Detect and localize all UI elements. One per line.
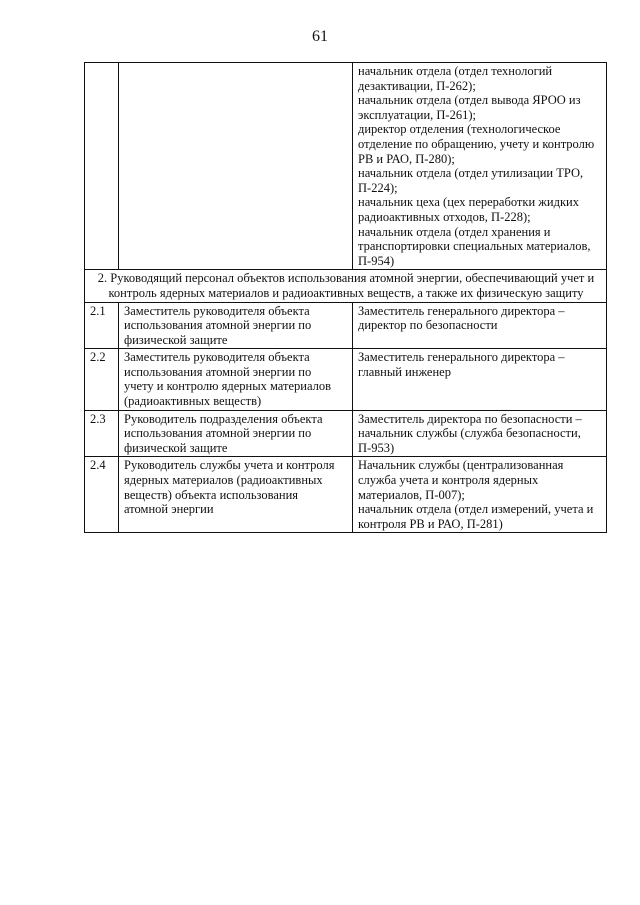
official-line: П-954)	[358, 253, 395, 268]
table-row	[85, 349, 607, 410]
position-line: Заместитель руководителя объекта	[124, 303, 310, 318]
officials-cell	[353, 302, 607, 349]
section-heading-line: 2. Руководящий персонал объектов использования атомной энергии, обеспечивающий учет и	[97, 271, 595, 286]
position-line: использования атомной энергии по	[124, 364, 312, 379]
official-line: начальник отдела (отдел утилизации ТРО,	[358, 166, 584, 181]
position-cell	[119, 457, 353, 533]
official-line: П-953)	[358, 440, 395, 455]
officials-table	[84, 62, 607, 533]
page-number: 61	[312, 28, 328, 45]
officials-cell	[353, 349, 607, 410]
table-row	[85, 302, 607, 349]
continuation-officials-cell	[353, 63, 607, 270]
section-heading	[85, 270, 607, 302]
official-line: транспортировки специальных материалов,	[358, 239, 591, 254]
row-number: 2.4	[85, 457, 119, 533]
table-row	[85, 457, 607, 533]
official-line: Заместитель директора по безопасности –	[358, 411, 582, 426]
official-line: контроля РВ и РАО, П-281)	[358, 516, 503, 531]
position-line: физической защите	[124, 440, 228, 455]
official-line: Начальник службы (централизованная	[358, 458, 564, 473]
position-line: атомной энергии	[124, 502, 214, 517]
official-line: начальник отдела (отдел хранения и	[358, 224, 551, 239]
official-line: радиоактивных отходов, П-228);	[358, 209, 531, 224]
position-line: ядерных материалов (радиоактивных	[124, 473, 323, 488]
position-cell	[119, 349, 353, 410]
official-line: РВ и РАО, П-280);	[358, 151, 455, 166]
continuation-position-cell	[119, 63, 353, 270]
official-line: отделение по обращению, учету и контролю	[358, 136, 595, 151]
position-line: веществ) объекта использования	[124, 487, 299, 502]
table-row	[85, 410, 607, 457]
official-line: директор отделения (технологическое	[358, 122, 561, 137]
official-line: дезактивации, П-262);	[358, 78, 476, 93]
position-cell	[119, 302, 353, 349]
official-line: начальник службы (служба безопасности,	[358, 426, 581, 441]
position-line: физической защите	[124, 332, 228, 347]
official-line: начальник отдела (отдел технологий	[358, 64, 553, 78]
position-line: учету и контролю ядерных материалов	[124, 379, 332, 394]
position-line: (радиоактивных веществ)	[124, 394, 262, 409]
official-line: Заместитель генерального директора –	[358, 303, 565, 318]
officials-cell	[353, 410, 607, 457]
section-heading-line: контроль ядерных материалов и радиоактивных веществ, а также их физическую защиту	[108, 285, 584, 300]
position-line: использования атомной энергии по	[124, 318, 312, 333]
position-cell	[119, 410, 353, 457]
position-line: Руководитель службы учета и контроля	[124, 458, 335, 473]
official-line: эксплуатации, П-261);	[358, 107, 476, 122]
continuation-num-cell	[85, 63, 119, 270]
official-line: начальник отдела (отдел вывода ЯРОО из	[358, 93, 581, 108]
officials-cell	[353, 457, 607, 533]
official-line: материалов, П-007);	[358, 487, 465, 502]
official-line: директор по безопасности	[358, 318, 498, 333]
official-line: начальник отдела (отдел измерений, учета и	[358, 502, 594, 517]
position-line: использования атомной энергии по	[124, 426, 312, 441]
position-line: Руководитель подразделения объекта	[124, 411, 323, 426]
row-number: 2.2	[85, 349, 119, 410]
section-heading-row	[85, 270, 607, 302]
official-line: П-224);	[358, 180, 398, 195]
position-line: Заместитель руководителя объекта	[124, 350, 310, 365]
official-line: главный инженер	[358, 364, 451, 379]
official-line: начальник цеха (цех переработки жидких	[358, 195, 579, 210]
official-line: Заместитель генерального директора –	[358, 350, 565, 365]
official-line: служба учета и контроля ядерных	[358, 473, 539, 488]
continuation-row	[85, 63, 607, 270]
row-number: 2.1	[85, 302, 119, 349]
row-number: 2.3	[85, 410, 119, 457]
